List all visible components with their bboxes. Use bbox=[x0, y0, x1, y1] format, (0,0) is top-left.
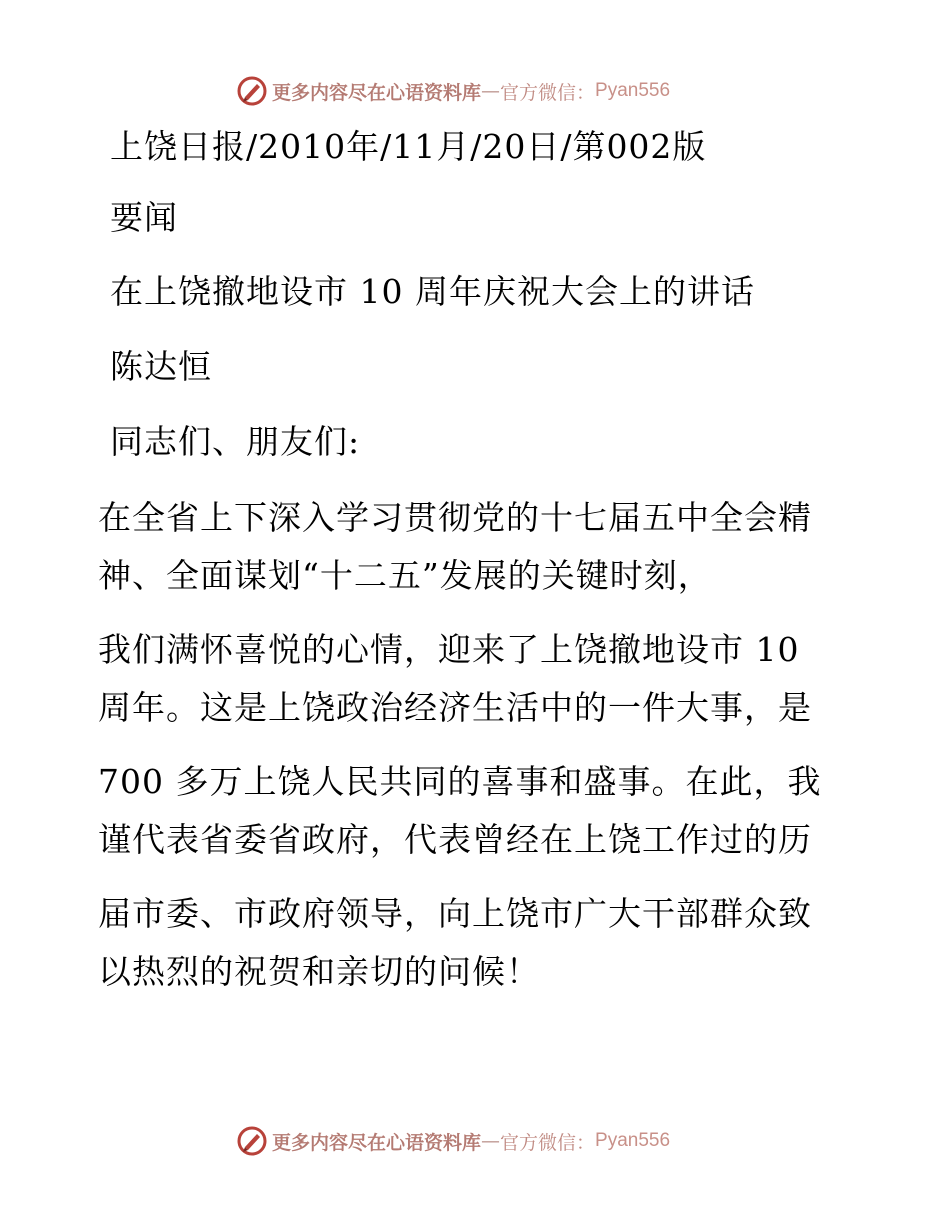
body-line: 我们满怀喜悦的心情，迎来了上饶撤地设市 10 bbox=[98, 630, 800, 669]
source-line: 上饶日报/2010年/11月/20日/第002版 bbox=[110, 127, 707, 166]
watermark-header bbox=[236, 74, 670, 108]
body-line: 神、全面谋划“十二五”发展的关键时刻， bbox=[98, 556, 712, 595]
section-label: 要闻 bbox=[110, 198, 178, 237]
body-line: 周年。这是上饶政治经济生活中的一件大事，是 bbox=[98, 688, 812, 727]
watermark-wechat-id: Pyan556 bbox=[595, 1130, 671, 1151]
watermark-wechat-label: 官方微信： bbox=[500, 1131, 596, 1154]
watermark-logo-icon bbox=[236, 1125, 268, 1157]
watermark-separator: — bbox=[481, 1130, 501, 1152]
body-line: 谨代表省委省政府，代表曾经在上饶工作过的历 bbox=[98, 820, 812, 859]
salutation: 同志们、朋友们: bbox=[110, 422, 361, 461]
body-line: 以热烈的祝贺和亲切的问候！ bbox=[98, 952, 540, 991]
watermark-text: 更多内容尽在心语资料库 bbox=[272, 1131, 482, 1154]
watermark-logo-icon bbox=[236, 75, 268, 107]
body-line: 在全省上下深入学习贯彻党的十七届五中全会精 bbox=[98, 498, 812, 537]
watermark-wechat-label: 官方微信： bbox=[500, 81, 596, 104]
watermark-wechat-id: Pyan556 bbox=[595, 80, 671, 101]
author: 陈达恒 bbox=[110, 347, 212, 386]
watermark-text: 更多内容尽在心语资料库 bbox=[272, 81, 482, 104]
watermark-footer bbox=[236, 1124, 670, 1158]
headline: 在上饶撤地设市 10 周年庆祝大会上的讲话 bbox=[110, 272, 755, 311]
watermark-separator: — bbox=[481, 80, 501, 102]
body-line: 700 多万上饶人民共同的喜事和盛事。在此，我 bbox=[98, 762, 822, 801]
body-line: 届市委、市政府领导，向上饶市广大干部群众致 bbox=[98, 894, 812, 933]
